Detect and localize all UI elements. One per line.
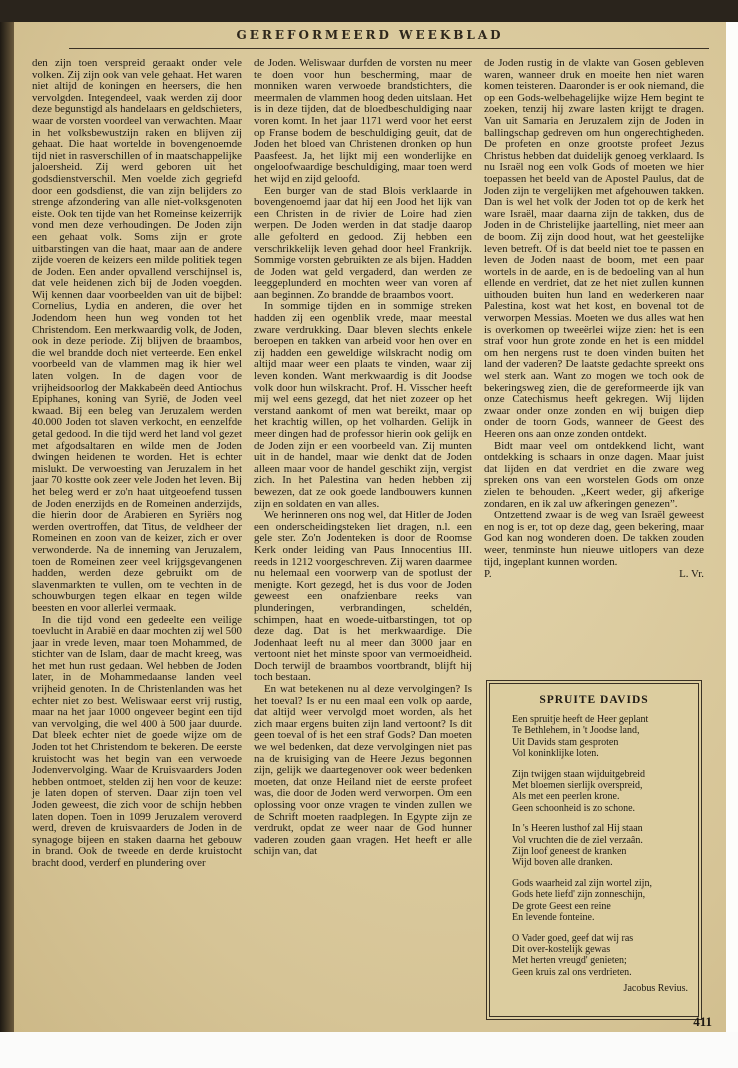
poem-line: Gods hete liefd' zijn zonneschijn, [512, 889, 646, 901]
paragraph: de Joden rustig in de vlakte van Gosen gebleven waren, wanneer druk en moeite hen niet waren komen teisteren. Daaronder is er ook niemand, die op een Gods-welbehagelijke wijze Hem begint te zoeken, tenzij hij zware lasten krijgt te dragen. Van uit Samaria en Jeruzalem zijn de Joden in ballingschap gedreven om hun ongerechtigheden. De profeten en onze grootste profeet Jezus Christus hebben dat duidelijk genoeg verklaard. Is nu Israël nog een volk Gods of moeten we hier toepassen het beeld van de Apostel Paulus, dat de Joden zijn te vergelijken met afgehouwen takken. Dan is wel het volk der Joden tot op de kerk het ware Israël, maar daarna zijn de takken, dus de Joden in de Christelijke jaartelling, niet meer aan de boom. Zij zijn dood hout, wat het geestelijke leven betreft. Of is dat beeld niet toe te passen en leven de Joden naast de boom, met een paar wortels in de aarde, en is de bedoeling van al hun ellende en verdriet, dat ze het niet zullen kunnen uithouden buiten hun land en wederkeren naar Palestina, kost wat het kost, en bovenal tot de verworpen Messias. Moeten we dus alles wat hen is overkomen op tweeërlei wijze zien: het is een straf voor hun grote zonde en het is een middel om hen nergens rust te doen vinden buiten het land der vaderen? De laatste gedachte spreekt ons wel sterk aan. Want zo mogen we toch ook de bekeringsweg zien, die de gereformeerde ijk van onze Catechismus heeft gekregen. Wij lijden zwaar onder onze zonden en wij buigen diep onder de toorn Gods, wanneer de Geest des Heeren ons aan onze zonden ontdekt. [484, 57, 704, 440]
page-number: 411 [693, 1014, 712, 1029]
header-rule [69, 48, 709, 49]
column-3 [484, 58, 704, 581]
paragraph: de Joden. Weliswaar durfden de vorsten nu meer te doen voor hun bescherming, maar de monniken waren verwoede brandstichters, die meermalen de vlammen hoog deden uitslaan. Het is in deze tijden, dat de bloedbeschuldiging naar voren komt. In het jaar 1171 werd voor het eerst op Franse bodem de beschuldiging geuit, dat de Joden het bloed van Christenen dronken op hun Paasfeest. Ja, het lijkt mij een wonderlijke en ongeloofwaardige beschuldiging, maar toen werd het wijd en zijd geloofd. [254, 57, 472, 185]
signature-initial: P. [484, 568, 492, 581]
scan-top-border [0, 0, 738, 22]
article-signature [484, 569, 704, 581]
poem-stanza [512, 714, 688, 760]
poem-box [486, 680, 702, 1020]
poem-line: Met bloemen sierlijk overspreid, [512, 780, 643, 792]
page-header: GEREFORMEERD WEEKBLAD [236, 28, 504, 42]
poem-line: Een spruitje heeft de Heer geplant [512, 714, 649, 725]
paragraph: Bidt maar veel om ontdekkend licht, want ontdekking is schaars in onze dagen. Maar juist dat lijden en dat verdriet en die zware weg spreken ons van een worstelen Gods om onze zielen te behouden. „Keert weder, gij afkerige zondaren, en ik zal uw afkeringen genezen”. [484, 439, 704, 510]
poem-title: SPRUITE DAVIDS [539, 694, 649, 706]
poem-line: Zijn loof geneest de kranken [512, 846, 627, 858]
poem-line: En levende fonteine. [512, 912, 595, 924]
poem-line: Met herten vreugd' genieten; [512, 955, 627, 967]
poem-line: In 's Heeren lusthof zal Hij staan [512, 823, 643, 835]
newspaper-page [14, 22, 726, 1032]
column-1 [32, 58, 242, 870]
paragraph: We herinneren ons nog wel, dat Hitler de Joden een onderscheidingsteken liet dragen, n.l. een gele ster. Zo'n Jodenteken is door de Roomse Kerk onder leiding van Paus Innocentius III. reeds in 1212 voorgeschreven. Zij waren daarmee nu helemaal een voorwerp van de spotlust der menigte. Kort gezegd, het is dus voor de Joden geweest een onafzienbare reeks van plunderingen, verbrandingen, scheldén, schimpen, haat en woede-uitbarstingen, tot op deze dag. Dat is het merkwaardige. Die Jodenhaat leeft nu al meer dan 3000 jaar en vertoont niet het minste spoor van vermoeidheid. Doch terwijl de braambos voortbrandt, blijft hij toch bestaan. [254, 509, 472, 684]
poem-line: Vol vruchten die de ziel verzaân. [512, 834, 643, 846]
poem-line: Vol koninklijke loten. [512, 748, 599, 760]
poem-line: O Vader goed, geef dat wij ras [512, 932, 634, 944]
poem-line: Dit over-kostelijk gewas [512, 943, 611, 955]
paragraph: Ontzettend zwaar is de weg van Israël geweest en nog is er, tot op deze dag, geen bekering, maar God kan nog wonderen doen. De takken zouden weer, tenminste hun nieuwe uitlopers van deze tijd, ingeplant kunnen worden. [484, 509, 704, 568]
poem-stanza [512, 878, 688, 924]
poem-line: Uit Davids stam gesproten [512, 736, 619, 748]
poem-line: Zijn twijgen staan wijduitgebreid [512, 768, 646, 780]
poem-line: Geen schoonheid is zo schone. [512, 802, 636, 814]
poem-stanza [512, 933, 688, 979]
column-2 [254, 58, 472, 858]
paragraph: Een burger van de stad Blois verklaarde in bovengenoemd jaar dat hij een Jood het lijk van een Christen in de rivier de Loire had zien werpen. De Joden werden in dat stadje daarop alle gefolterd en gedood. Zij hebben een verschrikkelijk leven gehad door heel Frankrijk. Sommige vorsten gebruikten ze als bijen. Hadden de Joden wat geld vergaderd, dan werden ze leeggeplunderd en mochten weer van voren af aan beginnen. Zo brandde de braambos voort. [254, 184, 472, 301]
scan-binding-edge [0, 22, 14, 1032]
poem-author: Jacobus Revius. [623, 983, 688, 995]
signature-author: L. Vr. [679, 568, 704, 581]
poem-stanza [512, 769, 688, 815]
poem-stanza [512, 823, 688, 869]
scan-bottom-margin [0, 1032, 738, 1068]
poem-line: Te Bethlehem, in 't Joodse land, [512, 725, 640, 737]
paragraph: En wat betekenen nu al deze vervolgingen? Is het toeval? Is er nu een maal een volk op aarde, dat altijd weer vervolgd moet worden, als het zich maar ergens buiten zijn land vertoont? Is dit geen toeval of is het een straf Gods? Dan moeten we wel bedenken, dat deze vervolgingen niet pas na de kruisiging van de Heere Jezus begonnen zijn, gelijk we daartegenover ook weer bedenken moeten, dat onze Heiland niet de eerste profeet was, die door de Joden werd verworpen. Om een oplossing voor onze vragen te vinden zullen we de Schrift moeten raadplegen. In Egypte zijn ze verdrukt, opdat ze weer naar de God hunner vaderen zouden gaan vragen. Het heeft er alle schijn van, dat [254, 683, 472, 858]
poem-line: Geen kruis zal ons verdrieten. [512, 966, 632, 978]
paragraph: In sommige tijden en in sommige streken hadden zij een ogenblik vrede, maar meestal zware verdrukking. Daar bleven slechts enkele beroepen en takken van arbeid voor hen over en zij hadden een geweldige wilskracht nodig om altijd maar weer een plaats te vinden, waar zij leven konden. Want merkwaardig is dit Joodse volk door hun wilskracht. Prof. H. Visscher heeft mij wel eens gezegd, dat het niet zozeer op het verstand aankomt of men wat bereikt, maar op het krachtig willen, op het volharden. Gelijk in meer dingen had de professor hierin ook gelijk en de Joden zijn er een voorbeeld van. Zij munten uit in de handel, maar wie denkt dat de Joden alleen maar voor de handel geschikt zijn, vergist zich. In het Palestina van heden hebben zij bewezen, dat ze ook goede landbouwers kunnen zijn en soldaten en van alles. [254, 300, 472, 510]
poem-line: De grote Geest een reine [512, 900, 611, 912]
poem-line: Gods waarheid zal zijn wortel zijn, [512, 877, 652, 889]
paragraph: In die tijd vond een gedeelte een veilige toevlucht in Arabië en daar mochten zij wel 500 jaar in vrede leven, maar toen Mohammed, de stichter van de Islam, daar de macht kreeg, was het met hun rust gedaan. Wel hebben de Joden later, in de Mohammedaanse landen veel vrijheid genoten. In de Christenlanden was het echter niet zo best. Weliswaar eerst vrij rustig, maar na het jaar 1000 ongeveer begint een tijd van vervolging, die wel 400 à 500 jaar duurde. Dat bleek echter niet de goede wijze om de Joden tot het Christendom te bekeren. De eerste kruistocht was het begin van een verwoede Jodenvervolging. Waar de Kruisvaarders Joden hebben ontmoet, stelden zij hen voor de keuze: je laten dopen of sterven. Daar zijn toen vel Joden geweest, die zich voor de schijn hebben laten dopen. Toen in 1099 Jeruzalem veroverd werd, dreven de kruisvaarders de Joden in de synagoge bijeen en staken daarna het gebouw in brand. Ook de tweede en derde kruistocht bracht dood, verderf en plundering over [32, 613, 242, 869]
paragraph: den zijn toen verspreid geraakt onder vele volken. Zij zijn ook van vele gehaat. Het waren niet altijd de koningen en heersers, die hen vervolgden. Integendeel, vaak werden zij door deze begunstigd als handelaars en geldschieters, waar de vorsten voordeel van verwachten. Maar in het volksbewustzijn raken en blijven zij gehaat. Die haat wortelde in bovengenoemde tijd niet in rasverschillen of in maatschappelijke jaloersheid. Zij werd geboren uit het godsdienstverschil. Men voelde zich gegriefd door een godsdienst, die van zijn belijders zo strenge afzondering van alle niet-volksgenoten eiste. Ook ten tijde van het Romeinse keizerrijk vond men deze verhoudingen. De Joden zijn een gehaat volk. Soms zijn er grote uitbarstingen van die haat, maar aan de andere zijde voeren de keizers een milde politiek tegen de Joden. Een ander opvallend verschijnsel is, dat vele heidenen zich bij de Joden voegden. Wij kennen daar voorbeelden van uit de bijbel: Cornelius, Lydia en anderen, die over het Jodendom heen hun weg vonden tot het Christendom. Een merkwaardig volk, de Joden, ook in deze periode. Zij blijven de braambos, die wel brandde doch niet verteerde. Een enkel voorbeeld van de vlammen mag ik hier wel laten volgen. In de dagen voor de vrijheidsoorlog der Makkabeën deed Antiochus Epiphanes, koning van Syrië, de Joden veel kwaad. Bij een beleg van Jeruzalem werden 40.000 Joden tot slaven verkocht, en eenzelfde getal gedood. In die tijd werd het land vol gezet met afgodsaltaren en wilde men de Joden dwingen heidenen te worden. Het is echter mislukt. De verwoesting van Jeruzalem in het jaar 70 kostte ook zeer vele Joden het leven. Bij het beleg werd er zo'n haat uitgeoefend tussen de Joden enerzijds en de Romeinen anderzijds, die hierin door de Arabieren en Syriërs nog werden overtroffen, dat Titus, de veldheer der Romeinen en zoon van de keizer, zich er over verwonderde. Na de inneming van Jeruzalem, toen de Romeinen zeer veel krijgsgevangenen hadden, werden deze gebruikt om de slavenmarkten te vullen, om te vechten in de schouwburgen tegen elkaar en tegen wilde beesten en voor allerlei vermaak. [32, 57, 242, 614]
poem-line: Als met een peerlen krone. [512, 791, 620, 803]
poem-line: Wijd boven alle dranken. [512, 857, 613, 869]
